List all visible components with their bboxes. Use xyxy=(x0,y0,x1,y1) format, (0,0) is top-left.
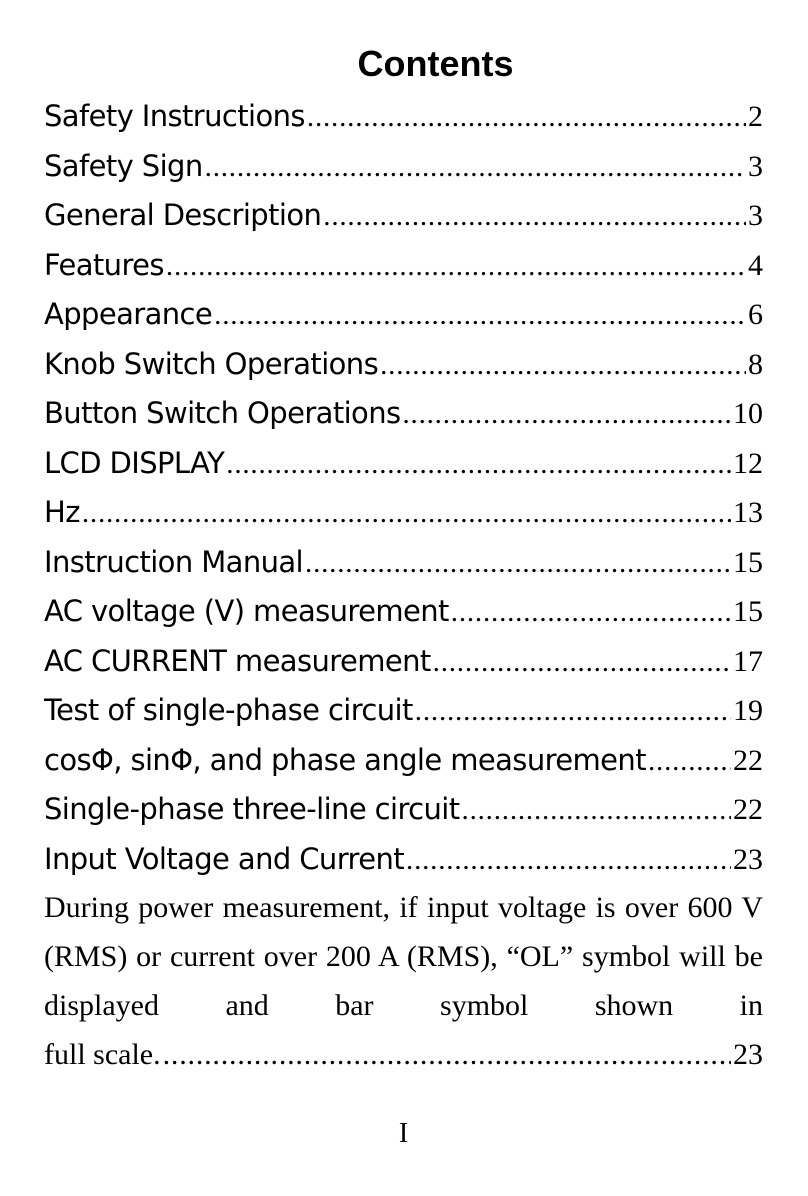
toc-entry-page: 13 xyxy=(733,496,763,529)
toc-entry-page: 8 xyxy=(748,347,763,381)
toc-entry-page: 6 xyxy=(748,298,763,331)
document-page xyxy=(44,0,763,1196)
footer-page-number: I xyxy=(398,1118,409,1149)
toc-entry[interactable] xyxy=(44,835,763,885)
toc-entry-page: 22 xyxy=(733,793,763,826)
toc-entry-label: Features xyxy=(44,247,164,282)
toc-entry[interactable] xyxy=(44,587,763,637)
dot-leader xyxy=(305,539,731,588)
toc-entry-page: 15 xyxy=(733,595,763,628)
dot-leader xyxy=(433,638,731,687)
dot-leader xyxy=(380,341,746,390)
dot-leader xyxy=(166,242,746,291)
toc-entry[interactable] xyxy=(44,637,763,687)
toc-entry-label: Input Voltage and Current xyxy=(44,841,405,876)
toc-note-entry[interactable] xyxy=(44,883,763,1079)
toc-entry[interactable] xyxy=(44,142,763,192)
toc-entry[interactable] xyxy=(44,785,763,835)
toc-entry-label: Appearance xyxy=(44,297,213,331)
toc-entry-page: 10 xyxy=(733,397,763,430)
toc-entry[interactable] xyxy=(44,191,763,241)
dot-leader xyxy=(406,836,731,885)
dot-leader xyxy=(648,737,731,786)
toc-entry-page: 2 xyxy=(748,100,763,133)
toc-entry-page: 22 xyxy=(733,743,763,777)
page-title: Contents xyxy=(357,43,514,84)
toc-entry[interactable] xyxy=(44,290,763,340)
dot-leader xyxy=(415,687,731,736)
dot-leader xyxy=(323,192,746,241)
note-last-line-text: full scale. xyxy=(44,1038,161,1071)
toc-entry[interactable] xyxy=(44,439,763,489)
dot-leader xyxy=(402,390,731,439)
toc-entry-label: Single-phase three-line circuit xyxy=(44,792,460,826)
table-of-contents xyxy=(44,92,763,884)
dot-leader xyxy=(205,143,746,192)
toc-entry-label: LCD DISPLAY xyxy=(44,445,225,480)
toc-entry-label: Safety Sign xyxy=(44,148,203,183)
toc-entry-label: Button Switch Operations xyxy=(44,396,401,430)
dot-leader xyxy=(307,93,746,142)
toc-entry-page: 3 xyxy=(748,199,763,232)
toc-entry-label: Test of single-phase circuit xyxy=(44,693,413,727)
toc-entry-label: Knob Switch Operations xyxy=(44,346,379,381)
toc-entry-page: 23 xyxy=(733,842,763,876)
dot-leader xyxy=(451,588,731,637)
toc-entry-page: 19 xyxy=(733,694,763,727)
toc-entry-label: Instruction Manual xyxy=(44,544,304,579)
dot-leader xyxy=(226,440,731,489)
toc-entry-label: Hz xyxy=(44,495,80,529)
dot-leader xyxy=(214,291,746,340)
toc-entry[interactable] xyxy=(44,389,763,439)
note-last-line xyxy=(44,1030,763,1079)
dot-leader xyxy=(462,786,731,835)
toc-entry[interactable] xyxy=(44,241,763,291)
toc-entry[interactable] xyxy=(44,736,763,786)
toc-entry-label: General Description xyxy=(44,198,322,232)
note-text: During power measurement, if input voltage is over 600 V (RMS) or current over 200 A (RMS), “OL” symbol will be displayed and bar symbol shown in xyxy=(44,891,763,1022)
toc-entry-label: AC CURRENT measurement xyxy=(44,643,431,678)
toc-entry-label: cosΦ, sinΦ, and phase angle measurement xyxy=(44,742,646,777)
toc-entry[interactable] xyxy=(44,488,763,538)
toc-entry-page: 12 xyxy=(733,446,763,480)
toc-entry-page: 4 xyxy=(748,248,763,282)
dot-leader xyxy=(163,1030,731,1079)
toc-entry[interactable] xyxy=(44,538,763,588)
toc-entry-page: 3 xyxy=(748,149,763,183)
toc-entry-page: 15 xyxy=(733,545,763,579)
toc-entry[interactable] xyxy=(44,92,763,142)
page-footer xyxy=(44,1117,763,1151)
toc-entry[interactable] xyxy=(44,686,763,736)
toc-entry-label: Safety Instructions xyxy=(44,99,305,133)
dot-leader xyxy=(82,489,731,538)
note-page: 23 xyxy=(733,1038,763,1071)
toc-entry-label: AC voltage (V) measurement xyxy=(44,594,449,628)
toc-entry[interactable] xyxy=(44,340,763,390)
toc-entry-page: 17 xyxy=(733,644,763,678)
